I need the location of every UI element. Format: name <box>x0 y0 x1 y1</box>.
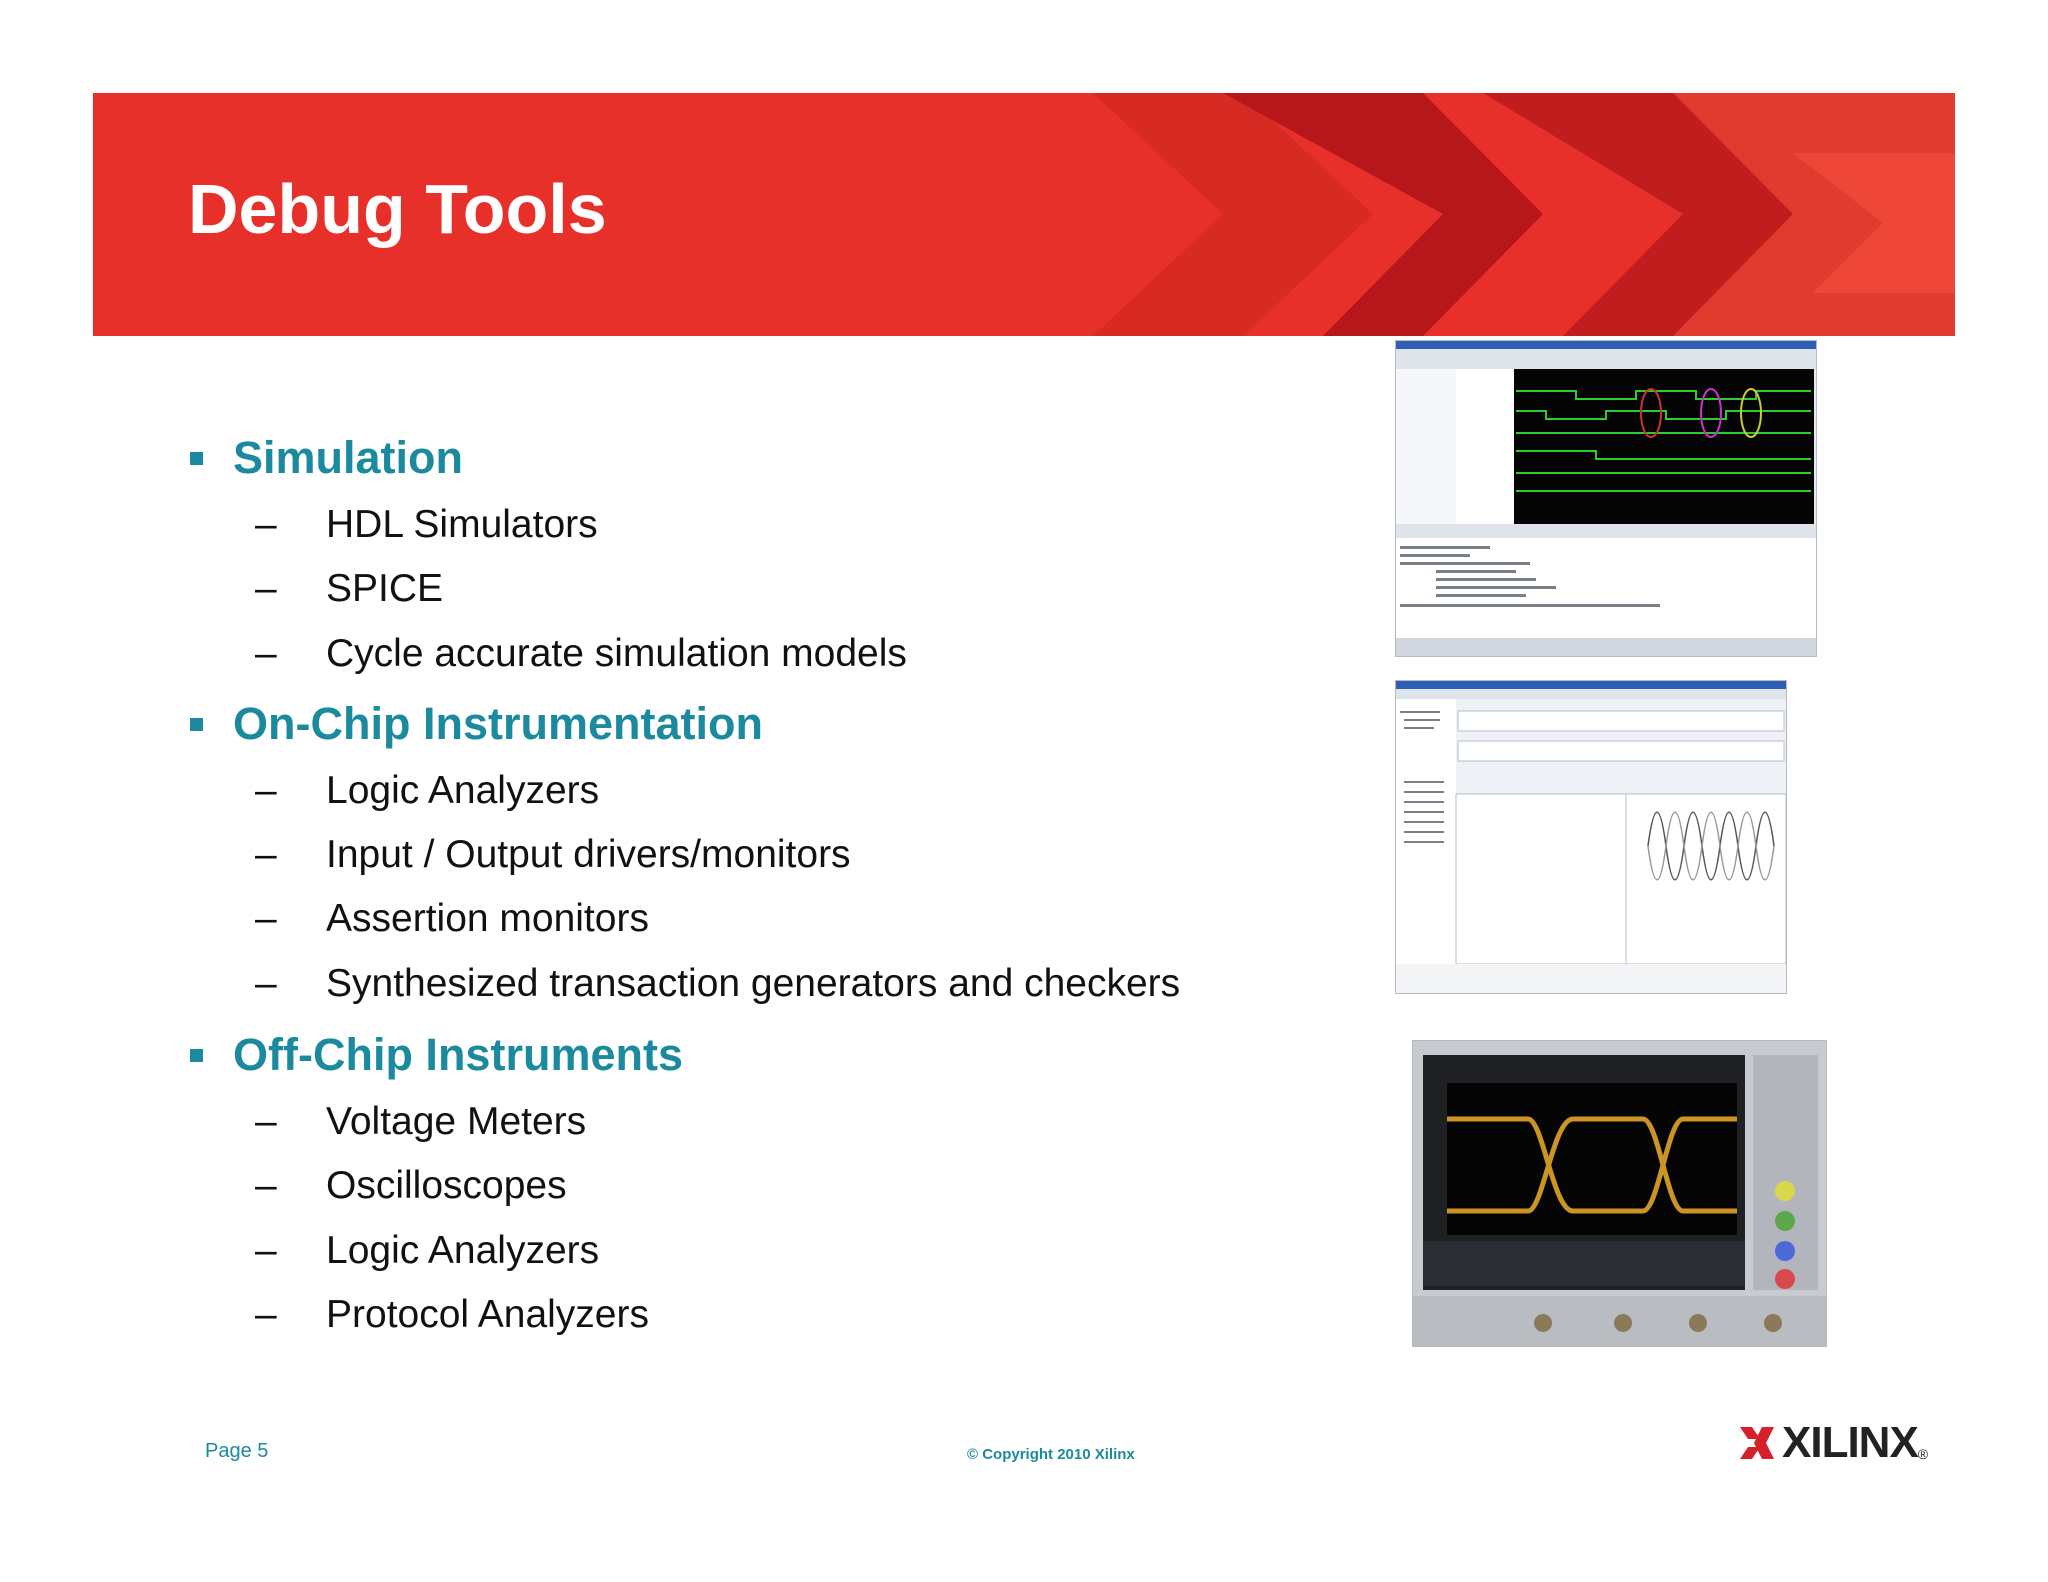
section-on-chip-instrumentation: On-Chip Instrumentation <box>233 698 763 749</box>
simulator-window-image <box>1396 341 1816 656</box>
registered-mark: ® <box>1917 1446 1929 1462</box>
oscilloscope-photo <box>1412 1040 1827 1347</box>
list-item: – Assertion monitors <box>255 897 649 940</box>
section-bullet <box>190 452 203 465</box>
simulator-screenshot <box>1395 340 1817 657</box>
list-item: – Protocol Analyzers <box>255 1293 649 1336</box>
section-simulation: Simulation <box>233 432 464 483</box>
list-item: – Cycle accurate simulation models <box>255 632 907 675</box>
title-banner <box>93 93 1955 336</box>
logic-analyzer-screenshot <box>1395 680 1787 994</box>
list-item: – SPICE <box>255 567 444 610</box>
section-bullet <box>190 718 203 731</box>
section-off-chip-instruments: Off-Chip Instruments <box>233 1029 683 1080</box>
xilinx-x-icon <box>1738 1425 1776 1461</box>
logo-text: XILINX <box>1782 1418 1918 1467</box>
list-item: – Voltage Meters <box>255 1100 587 1143</box>
section-bullet <box>190 1049 203 1062</box>
copyright: © Copyright 2010 Xilinx <box>967 1446 1135 1463</box>
list-item: – Input / Output drivers/monitors <box>255 833 851 876</box>
list-item: – Logic Analyzers <box>255 769 600 812</box>
logic-analyzer-window-image <box>1396 681 1786 993</box>
page-number: Page 5 <box>205 1440 269 1462</box>
list-item: – Synthesized transaction generators and checkers <box>255 962 1181 1005</box>
slide-title: Debug Tools <box>188 170 607 248</box>
list-item: – Oscilloscopes <box>255 1164 567 1207</box>
list-item: – HDL Simulators <box>255 503 598 546</box>
list-item: – Logic Analyzers <box>255 1229 600 1272</box>
xilinx-logo <box>1738 1418 1928 1468</box>
oscilloscope-image <box>1413 1041 1826 1346</box>
